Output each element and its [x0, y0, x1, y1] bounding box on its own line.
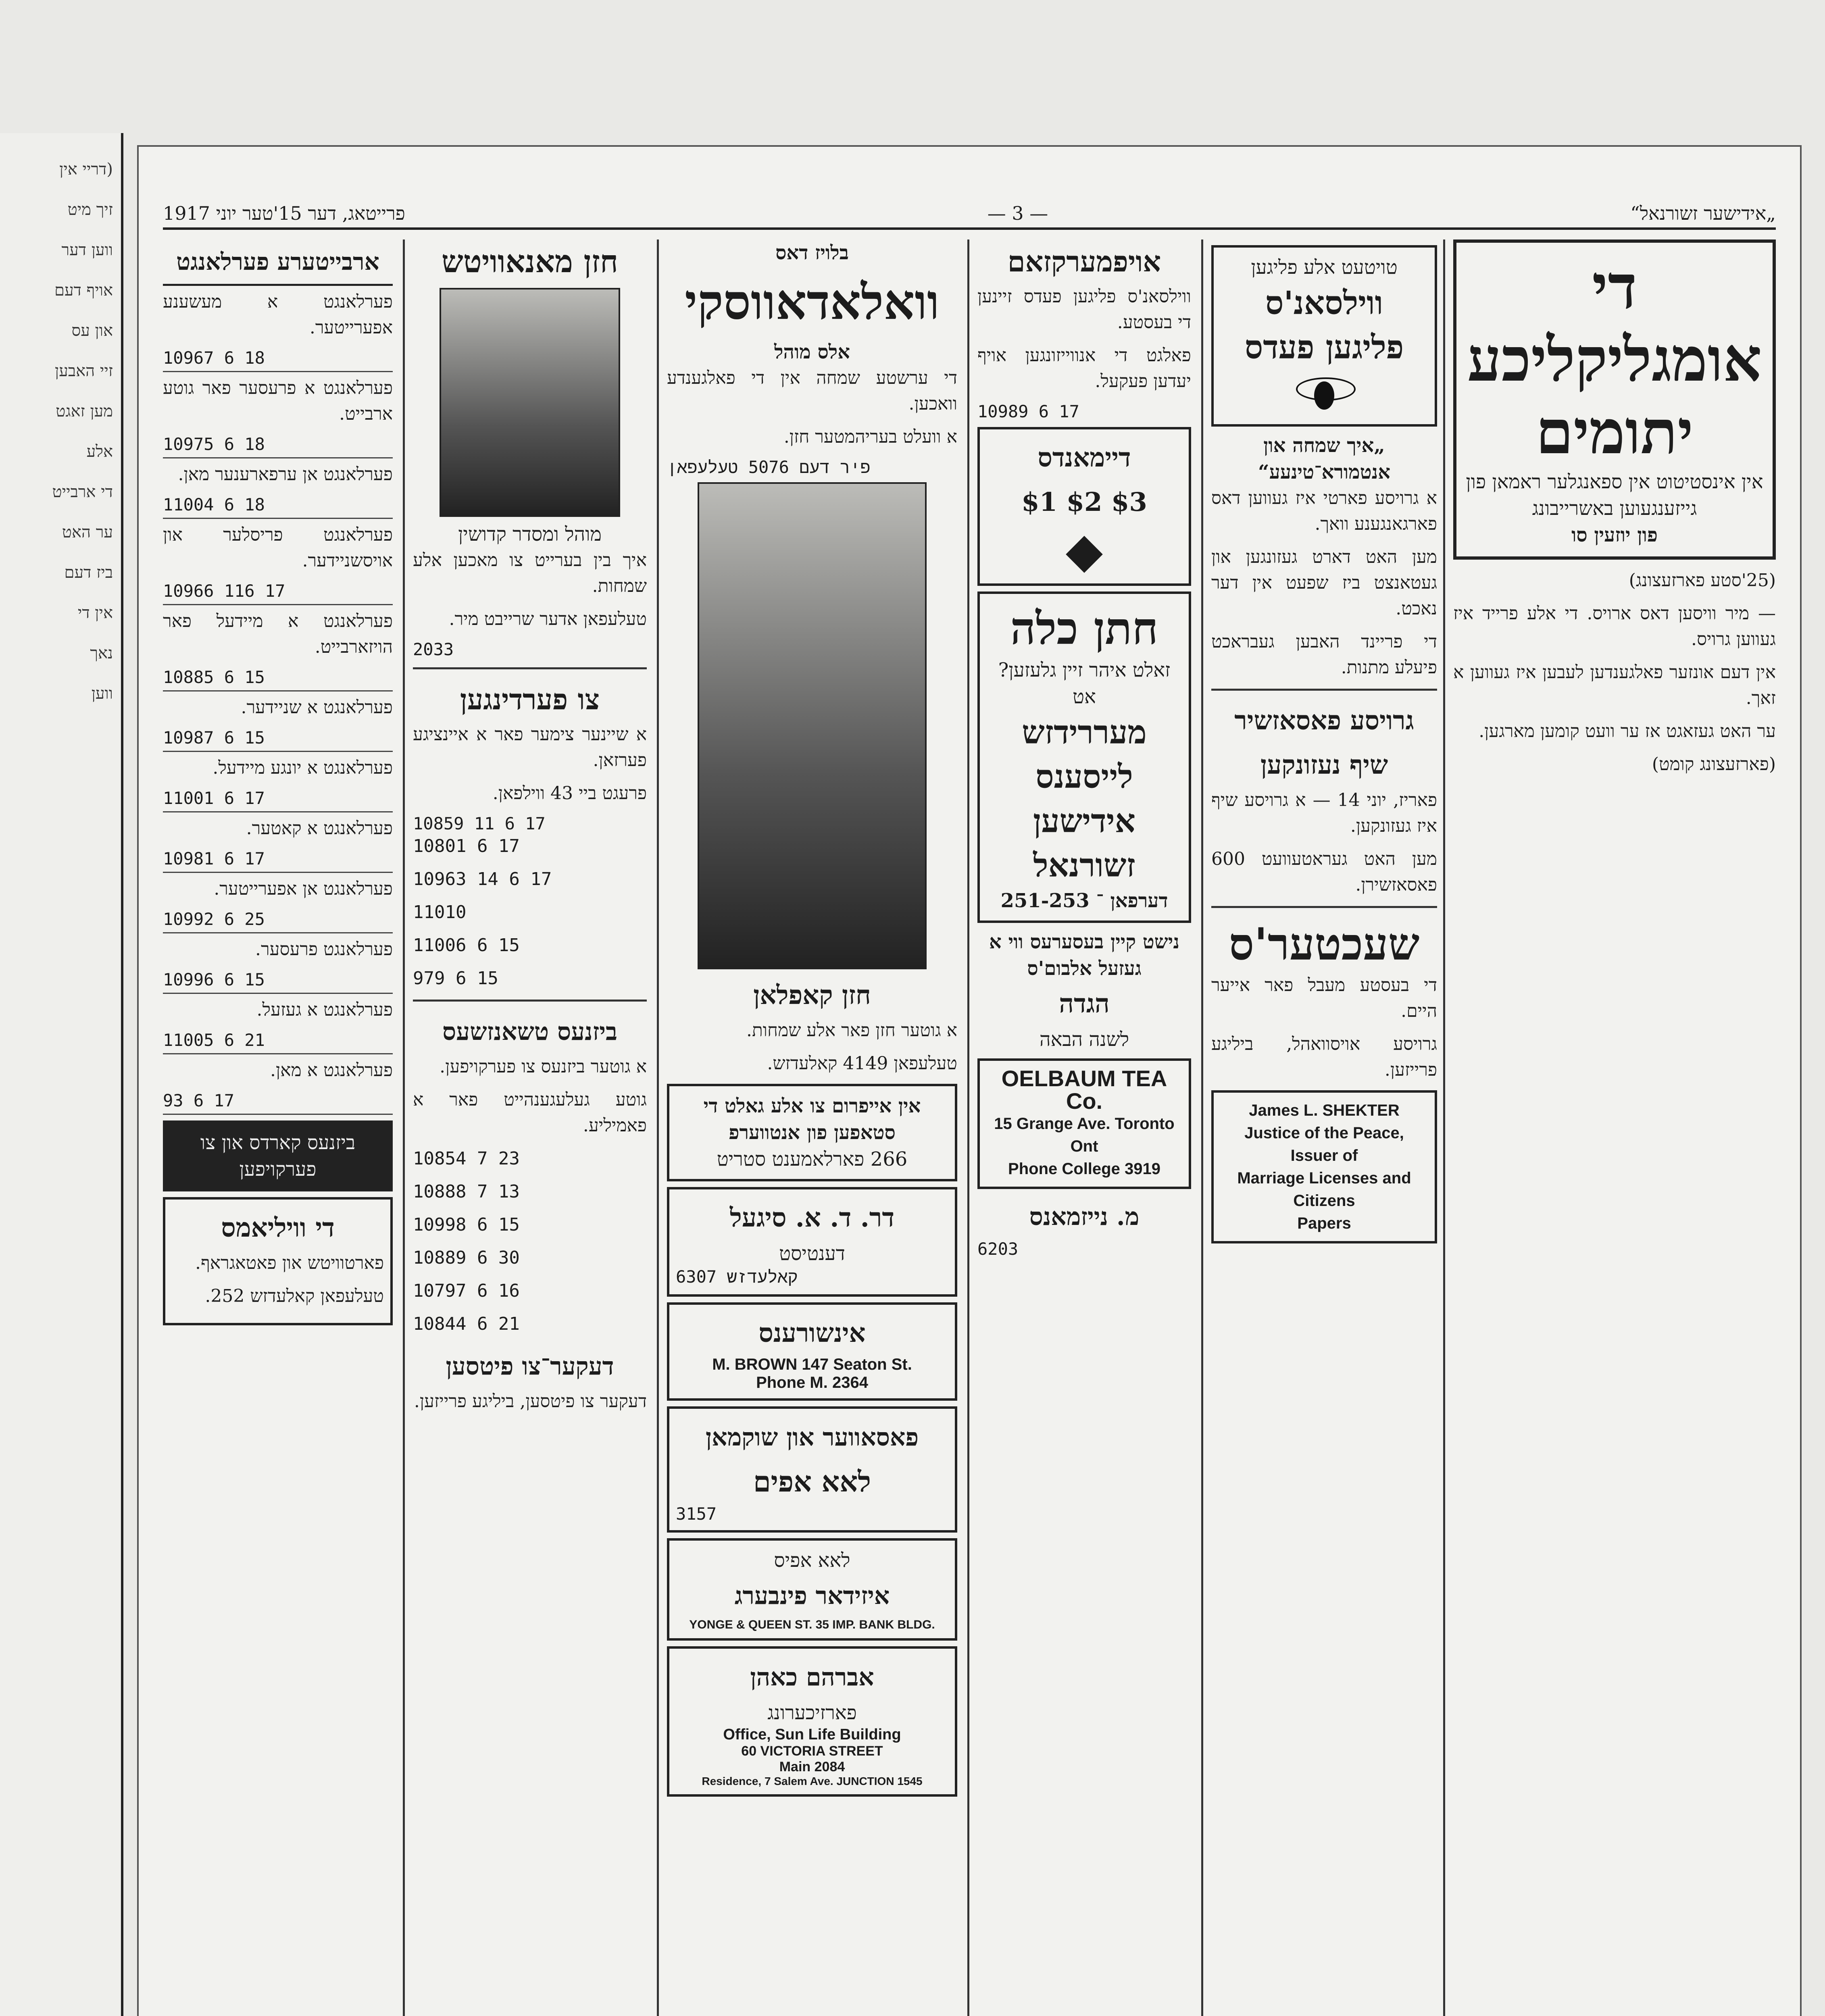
shechter-paragraph: גרויסע אויסוואהל, ביליגע פרייזען.	[1211, 1034, 1437, 1080]
small-ad-number: 10963 14 6 17	[413, 869, 552, 889]
shechter-title: שעכטער'ס	[1229, 918, 1420, 970]
kaplan-paragraph: טעלעפאן 4149 קאלעדזש.	[767, 1053, 957, 1074]
small-ads	[413, 833, 647, 991]
feinberg-title: איזידאר פינבערג	[734, 1582, 890, 1610]
tailor-paragraph: דעקער צו פיטסען, ביליגע פרייזען.	[414, 1391, 647, 1412]
rent-body	[413, 722, 647, 806]
tea-ad	[977, 1058, 1191, 1189]
worker-ad-text: פערלאנגט אן ערפארענער מאן.	[178, 464, 393, 485]
column-workers	[163, 240, 393, 2016]
column-rule	[1201, 240, 1203, 2016]
adjacent-page-line: זיך מיט	[67, 200, 113, 219]
cantor-top: בלויז דאס	[775, 242, 849, 264]
column-orphans	[1453, 240, 1776, 2016]
orphans-paragraph: (פארזעצונג קומט)	[1652, 754, 1776, 775]
worker-ad-number: 11005 6 21	[163, 1030, 265, 1050]
shekter-line-4: Papers	[1297, 1214, 1351, 1232]
worker-ad-text: פערלאנגט א יונגע מיידעל.	[212, 758, 393, 778]
worker-ad-text: פערלאנגט א מעשענע אפערייטער.	[163, 292, 393, 338]
tailor-body	[413, 1389, 647, 1414]
biz-ad-number: 10854 7 23	[413, 1148, 520, 1169]
divider	[413, 667, 647, 669]
diamond-ad	[977, 427, 1191, 586]
diamond-prices: $3 $2 $1	[1021, 487, 1147, 517]
orphans-title-box	[1453, 240, 1776, 560]
fly-ad-line-2: ווילסאנ'ס	[1265, 284, 1383, 322]
column-rule	[657, 240, 659, 2016]
journal-ad-1: מעררידזש	[1022, 713, 1147, 751]
bride-title: חתן כלה	[1010, 602, 1158, 654]
adjacent-page-line: מען זאגט	[56, 402, 113, 421]
attention-paragraph: פאלגט די אנווייזונגען אויף יעדען פעקעל.	[977, 345, 1191, 392]
simcha-paragraph: די פריינד האבען געבראכט פיעלע מתנות.	[1211, 631, 1437, 678]
feinberg-address: YONGE & QUEEN ST. 35 IMP. BANK BLDG.	[689, 1618, 935, 1631]
ship-body	[1211, 787, 1437, 898]
ship-paragraph: פאריז, יוני 14 — א גרויסע שיף איז געזונקען.	[1211, 790, 1437, 836]
orphans-body	[1453, 568, 1776, 777]
orphans-paragraph: (25'סטע פארזעצונג)	[1629, 570, 1776, 591]
newspaper-page	[137, 145, 1802, 2016]
worker-ad-number: 10966 116 17	[163, 581, 285, 601]
worker-ad	[163, 933, 393, 994]
issue-date: פרייטאג, דער 15'טער יוני 1917	[163, 202, 405, 224]
biz-ad-number: 10889 6 30	[413, 1248, 520, 1268]
worker-ad-number: 10975 6 18	[163, 434, 265, 454]
adjacent-page-line: און עס	[71, 321, 113, 340]
neizmans-title: מ. נייזמאנס	[1029, 1203, 1140, 1231]
manovitsh-paragraph: טעלעפאן אדער שרייבט מיר.	[449, 609, 647, 629]
rent-paragraph: א שיינער צימער פאר א איינציגע פערזאן.	[413, 724, 647, 771]
worker-ad-number: 93 6 17	[163, 1091, 235, 1110]
williams-paragraph: פארטוויטש און פאטאגראף.	[195, 1253, 384, 1273]
albums-title: נישט קיין בעסערעס ווי א געזעל אלבום'ס	[989, 931, 1179, 980]
journal-ad-4: זשורנאל	[1033, 846, 1135, 884]
column-fly	[1211, 240, 1437, 2016]
worker-ad-number: 11001 6 17	[163, 788, 265, 808]
williams-title: די וויליאמס	[221, 1213, 335, 1243]
manovitsh-caption: מוהל ומסדר קדושין	[458, 523, 602, 546]
journal-ad-2: לייסענס	[1035, 758, 1133, 796]
ship-paragraph: מען האט געראטעוועט 600 פאסאזשירן.	[1211, 849, 1437, 895]
insurance-ad	[667, 1302, 957, 1401]
adjacent-page-line: זיי האבען	[55, 362, 113, 380]
journal-phone: דערפאן ־ 251-253	[1000, 889, 1168, 912]
simcha-body	[1211, 485, 1437, 681]
biz-cards-box	[163, 1120, 393, 1191]
adjacent-page-line: ווען דער	[61, 241, 113, 259]
workers-list	[163, 286, 393, 1115]
kaplan-paragraph: א גוטער חזן פאר אלע שמחות.	[746, 1020, 957, 1041]
adjacent-page-strip	[0, 133, 123, 2016]
worker-ad	[163, 286, 393, 372]
manovitsh-num: 2033	[413, 639, 454, 659]
worker-ad-text: פערלאנגט א שניידער.	[241, 697, 393, 718]
journal-ad-3: אידישען	[1033, 802, 1136, 840]
adjacent-page-line: אין די	[77, 604, 113, 622]
cantor-name: וואלאדאווסקי	[685, 274, 940, 331]
worker-ad	[163, 691, 393, 752]
divider	[1211, 906, 1437, 908]
worker-ad-number: 10967 6 18	[163, 348, 265, 368]
biz-ad-number: 10844 6 21	[413, 1314, 520, 1334]
column-rule	[967, 240, 969, 2016]
biz-ad-number: 10998 6 15	[413, 1214, 520, 1235]
worker-ad-text: פערלאנגט א מאן.	[270, 1060, 393, 1081]
worker-ad	[163, 994, 393, 1054]
cohen-main: Main 2084	[779, 1759, 845, 1774]
dentist-sub: דענטיסט	[779, 1242, 845, 1265]
rent-paragraph: פרעגט ביי 43 ווילפאן.	[492, 783, 647, 804]
passover-num: 3157	[676, 1504, 717, 1524]
feinberg-ad	[667, 1538, 957, 1641]
worker-ad-text: פערלאנגט א געזעל.	[256, 1000, 393, 1020]
bride-ad	[977, 591, 1191, 923]
worker-ad-text: פערלאנגט א פרעסער פאר גוטע ארבייט.	[163, 378, 393, 424]
diamond-title: דיימאנדס	[1038, 443, 1131, 473]
worker-ad	[163, 458, 393, 519]
brown-phone: Phone M. 2364	[756, 1374, 868, 1391]
brown-address: M. BROWN 147 Seaton St.	[712, 1356, 912, 1373]
shechter-paragraph: די בעסטע מעבל פאר אייער היים.	[1211, 975, 1437, 1021]
fly-ad-line-3: פליגען פעדס	[1244, 328, 1404, 366]
passover-title: פאסאווער און שוקמאן	[705, 1423, 919, 1452]
simcha-title: „איך שמחה און אנטמורא־טינעע“	[1258, 434, 1391, 483]
worker-ad	[163, 752, 393, 812]
small-ad-number: 11010	[413, 902, 467, 923]
worker-ad-text: פערלאנגט אן אפערייטער.	[214, 879, 393, 899]
adjacent-page-line: ער האט	[62, 523, 113, 541]
tea-address: 15 Grange Ave. Toronto Ont	[994, 1115, 1175, 1155]
insurance-title: אינשורענס	[758, 1318, 866, 1348]
tailor-title: דעקער־צו פיטסען	[446, 1352, 614, 1381]
worker-ad	[163, 812, 393, 873]
manovitsh-body	[413, 548, 647, 632]
shekter-ad	[1211, 1090, 1437, 1243]
column-rule	[1443, 240, 1445, 2016]
cohen-title: אברהם כאהן	[750, 1663, 874, 1691]
cohen-residence: Residence, 7 Salem Ave. JUNCTION 1545	[702, 1775, 923, 1787]
biz-paragraph: א גוטער ביזנעס צו פערקויפען.	[440, 1056, 647, 1077]
small-ad-number: 10801 6 17	[413, 836, 520, 856]
biz-paragraph: גוטע געלעגענהייט פאר א פאמיליע.	[413, 1089, 647, 1136]
tea-phone: Phone College 3919	[1008, 1160, 1160, 1178]
adjacent-page-line: נאך	[90, 644, 113, 662]
hagada-sub: לשנה הבאה	[1039, 1028, 1129, 1051]
worker-ad-text: פערלאנגט פריסלער און אויסשניידער.	[163, 525, 393, 571]
workers-title: ארבייטערע פערלאנגט	[163, 240, 393, 286]
biz-ad-number: 10797 6 16	[413, 1281, 520, 1301]
dentist-name: דר. ד. א. סיגעל	[729, 1203, 895, 1233]
kaplan-caption: חזן קאפלאן	[753, 980, 871, 1010]
orphans-paragraph: — מיר וויסען דאס ארויס. די אלע פרייד איז געווען גרויס.	[1453, 603, 1776, 650]
adjacent-page-line: (דריי אין	[59, 160, 113, 179]
biz-ad-number: 10888 7 13	[413, 1181, 520, 1202]
adjacent-page-line: אלע	[86, 442, 113, 461]
kaplan-body	[667, 1018, 957, 1077]
neizmans-num: 6203	[977, 1239, 1019, 1259]
fly-pads-ad	[1211, 245, 1437, 427]
williams-paragraph: טעלעפאן קאלעדזש 252.	[205, 1286, 384, 1306]
cantor-paragraph: א וועלט בעריהמטער חזן.	[783, 427, 957, 447]
hagada-title: הגדה	[1059, 989, 1110, 1019]
orphans-subtitle: אין אינסטיטוט אין ספאנגלער ראמאן פון גייזענגעוען באשרייבונג	[1466, 471, 1763, 520]
column-manovitsh	[413, 240, 647, 2016]
cantor-num: פיר דעם 5076 טעלעפאן	[667, 457, 871, 477]
shekter-line-1: James L. SHEKTER	[1249, 1102, 1400, 1119]
antwerp-address: 266 פארלאמענט סטריט	[717, 1148, 908, 1170]
worker-ad-number: 10992 6 25	[163, 909, 265, 929]
small-ad-number: 11006 6 15	[413, 935, 520, 956]
cohen-ad	[667, 1646, 957, 1797]
williams-ad	[163, 1197, 393, 1325]
attention-body	[977, 284, 1191, 394]
shechter-body	[1211, 973, 1437, 1083]
simcha-paragraph: מען האט דארט געזונגען און געטאנצט ביז שפעט אין דער נאכט.	[1211, 547, 1437, 619]
worker-ad	[163, 873, 393, 933]
simcha-paragraph: א גרויסע פארטי איז געווען דאס פארגאנגענע וואך.	[1211, 488, 1437, 534]
manovitsh-title: חזן מאנאוויטש	[442, 244, 618, 279]
rent-num: 10859 11 6 17	[413, 814, 546, 833]
orphans-paragraph: אין דעם אונזער פאלגענדען לעבען איז געווען א זאך.	[1453, 662, 1776, 708]
page-number: — 3 —	[987, 202, 1048, 224]
worker-ad	[163, 372, 393, 458]
attention-num: 10989 6 17	[977, 402, 1079, 421]
column-rule	[403, 240, 405, 2016]
masthead: „אידישער זשורנאל“	[1630, 202, 1776, 224]
ship-title: גרויסע פאסאזשיר שיף נעזונקען	[1234, 706, 1414, 780]
cantor-sub: אלס מוהל	[774, 341, 850, 363]
feinberg-sub: לאא אפיס	[774, 1549, 850, 1572]
worker-ad-text: פערלאנגט פרעסער.	[255, 939, 393, 960]
worker-ad-text: פערלאנגט א קאטער.	[246, 818, 393, 839]
worker-ad	[163, 1054, 393, 1115]
adjacent-page-line: אויף דעם	[54, 281, 113, 300]
adjacent-page-line: ווען	[91, 684, 113, 703]
biz-body	[413, 1054, 647, 1139]
cantor-paragraph: די ערשטע שמחה אין די פאלגענדע וואכען.	[667, 368, 957, 414]
worker-ad-number: 10987 6 15	[163, 728, 265, 748]
column-stores	[977, 240, 1191, 2016]
shekter-line-3: Marriage Licenses and Citizens	[1237, 1169, 1411, 1210]
antwerp-title: אין אייפרום צו אלע גאלט די סטאפען פון אנטווערפ	[703, 1095, 921, 1144]
small-ad-number: 979 6 15	[413, 968, 498, 989]
tea-company: OELBAUM TEA Co.	[1001, 1066, 1167, 1114]
cantor-body	[667, 365, 957, 450]
column-cantor	[667, 240, 957, 2016]
biz-nums	[413, 1146, 647, 1337]
passover-sub: לאא אפים	[753, 1465, 871, 1498]
cantor-kaplan-photo	[698, 482, 927, 969]
worker-ad-text: פערלאנגט א מיידעל פאר הויזארבייט.	[163, 611, 393, 657]
worker-ad-number: 10996 6 15	[163, 970, 265, 989]
dentist-phone: 6307 קאלעדזש	[676, 1267, 798, 1287]
manovitsh-paragraph: איך בין בערייט צו מאכען אלע שמחות.	[413, 550, 647, 596]
worker-ad	[163, 519, 393, 605]
adjacent-page-line: ביז דעם	[64, 563, 113, 582]
orphans-title: די אומגליקליכע יתומים	[1467, 252, 1762, 468]
diamond-ring-icon: ◆	[1065, 523, 1103, 579]
shekter-line-2: Justice of the Peace, Issuer of	[1244, 1124, 1404, 1164]
fly-ad-line-1: טויטעט אלע פליגען	[1251, 256, 1398, 279]
cohen-street: 60 VICTORIA STREET	[741, 1743, 883, 1759]
rent-title: צו פערדינגען	[460, 683, 600, 716]
attention-title: אויפמערקזאם	[1007, 245, 1161, 278]
worker-ad-number: 10981 6 17	[163, 849, 265, 868]
divider	[413, 1000, 647, 1002]
antwerp-ad	[667, 1084, 957, 1181]
manovitsh-photo	[440, 288, 620, 517]
biz-title: ביזנעס טשאנזשעס	[442, 1018, 617, 1046]
worker-ad	[163, 605, 393, 691]
williams-body	[172, 1250, 384, 1309]
adjacent-page-text	[0, 133, 121, 730]
passover-ad	[667, 1406, 957, 1533]
worker-ad-number: 11004 6 18	[163, 495, 265, 514]
cohen-office: Office, Sun Life Building	[723, 1726, 901, 1743]
orphans-paragraph: ער האט געזאגט אז ער וועט קומען מארגען.	[1479, 721, 1776, 741]
dentist-ad	[667, 1187, 957, 1297]
divider	[1211, 689, 1437, 691]
bride-sub: זאלט איהר זיין גלעזען? אט	[998, 659, 1171, 708]
page-header	[163, 199, 1776, 230]
attention-paragraph: ווילסאנ'ס פליגען פעדס זיינען די בעסטע.	[977, 286, 1191, 333]
adjacent-page-line: די ארבייט	[52, 483, 113, 501]
biz-cards-title: ביזנעס קארדס און צו פערקויפען	[200, 1131, 356, 1181]
orphans-byline: פון יוזעין סו	[1571, 524, 1658, 546]
fly-icon	[1292, 369, 1356, 418]
worker-ad-number: 10885 6 15	[163, 667, 265, 687]
cohen-sub: פארזיכערונג	[767, 1702, 857, 1724]
